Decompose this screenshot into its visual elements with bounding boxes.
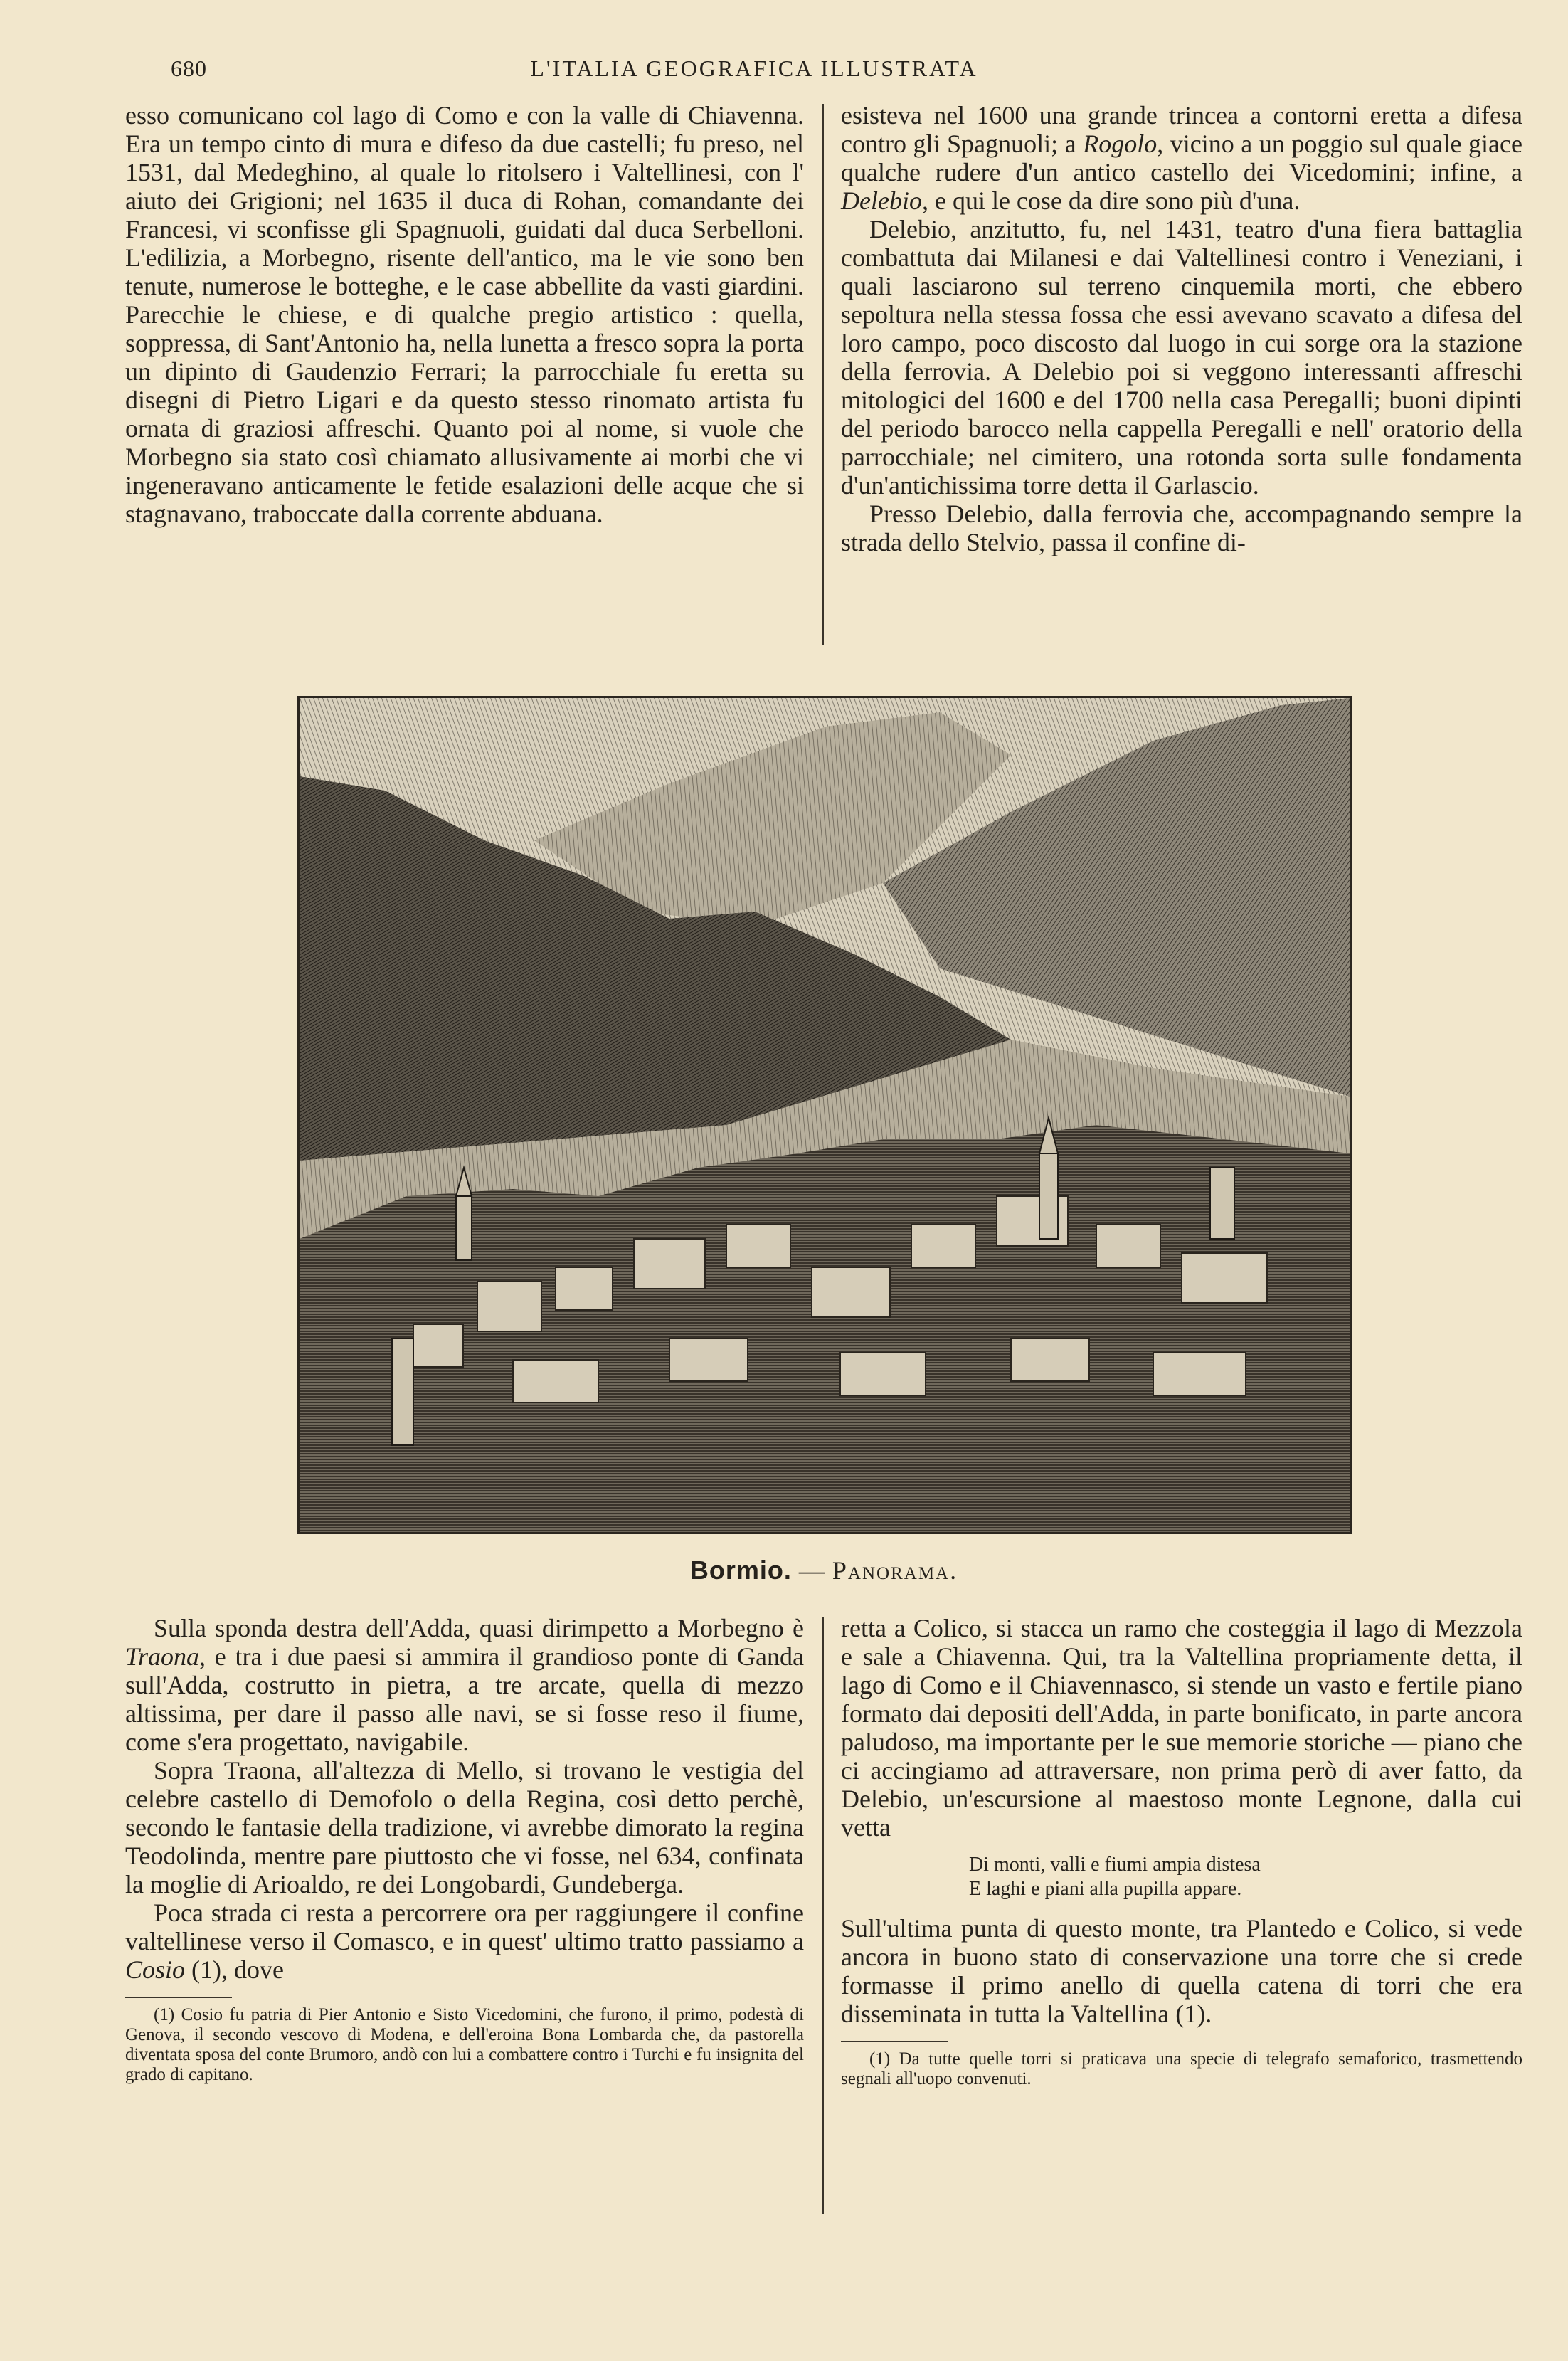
illustration-caption (125, 1555, 1522, 1585)
paragraph: esso comunicano col lago di Como e con la valle di Chiavenna. Era un tempo cinto di mura e difeso da due castelli; fu preso, nel 1531, dal Medeghino, al quale lo ritolsero i Valtellinesi, con l' aiuto dei Grigioni; nel 1635 il duca di Rohan, comandante dei Francesi, vi sconfisse gli Spagnuoli, guidati dal duca Serbelloni. L'edilizia, a Morbegno, risente dell'antico, ma le vie sono ben tenute, numerose le botteghe, e le case abbellite da vasti giardini. Parecchie le chiese, e di qualche pregio artistico : quella, soppressa, di Sant'Antonio ha, nella lunetta a fresco sopra la porta un dipinto di Gaudenzio Ferrari; la parrocchiale fu eretta su disegni di Pietro Ligari e da questo stesso rinomato artista fu ornata di graziosi affreschi. Quanto poi al nome, si vuole che Morbegno sia stato così chiamato allusivamente ai morbi che vi ingeneravano anticamente le fetide esalazioni delle acque che si stagnavano, traboccate dalla corrente abduana. (125, 101, 804, 528)
paragraph (841, 101, 1522, 215)
footnote-rule (125, 1997, 232, 1998)
paragraph (125, 1898, 804, 1984)
text-run: , vicino a un poggio sul quale giace qualche rudere d'un antico castello dei Vicedomini; infine, a (841, 130, 1522, 186)
footnote: (1) Da tutte quelle torri si praticava una specie di telegrafo semaforico, trasmettendo segnali all'uopo convenuti. (841, 2049, 1522, 2088)
paragraph: Presso Delebio, dalla ferrovia che, accompagnando sempre la strada dello Stelvio, passa il confine di- (841, 500, 1522, 556)
bottom-left-column (125, 1614, 804, 2085)
top-right-column (841, 101, 1522, 556)
caption-subtitle: Panorama. (832, 1556, 958, 1585)
paragraph: Sopra Traona, all'altezza di Mello, si trovano le vestigia del celebre castello di Demofolo o della Regina, così detto perchè, secondo le fantasie della tradizione, vi avrebbe dimorato la regina Teodolinda, mentre pare piuttosto che vi fosse, nel 634, confinata la moglie di Arioaldo, re dei Longobardi, Gundeberga. (125, 1756, 804, 1898)
place-name: Rogolo (1083, 130, 1158, 158)
column-divider (822, 1617, 824, 2214)
verse-quote (969, 1853, 1522, 1901)
column-divider (822, 104, 824, 645)
verse-line: Di monti, valli e fiumi ampia distesa (969, 1854, 1261, 1876)
text-run: , e qui le cose da dire sono più d'una. (921, 186, 1301, 215)
running-title: L'ITALIA GEOGRAFICA ILLUSTRATA (530, 56, 978, 81)
place-name: Delebio (841, 186, 922, 215)
page-number: 680 (171, 56, 207, 81)
text-run: esisteva nel 1600 una grande trincea a contorni eretta a difesa contro gli Spagnuoli; a (841, 101, 1522, 158)
bormio-panorama-illustration (297, 696, 1352, 1534)
caption-separator: — (798, 1556, 825, 1585)
caption-place: Bormio. (689, 1555, 792, 1585)
top-left-column (125, 101, 804, 528)
place-name: Traona (125, 1642, 200, 1671)
text-run: , e tra i due paesi si ammira il grandioso ponte di Ganda sull'Adda, costrutto in pietra, a tre arcate, quella di mezzo altissima, per dare il passo alle navi, se si fosse reso il fiume, come s'era progettato, navigabile. (125, 1642, 804, 1756)
verse-line: E laghi e piani alla pupilla appare. (969, 1878, 1242, 1900)
text-run: Sulla sponda destra dell'Adda, quasi dirimpetto a Morbegno è (154, 1614, 804, 1642)
engraving-drawing (300, 698, 1350, 1532)
place-name: Cosio (125, 1955, 186, 1984)
paragraph: retta a Colico, si stacca un ramo che costeggia il lago di Mezzola e sale a Chiavenna. Qui, tra la Valtellina propriamente detta, il lago di Como e il Chiavennasco, si stende un vasto e fertile piano formato dai depositi dell'Adda, in parte bonificato, in parte ancora paludoso, ma importante per le sue memorie storiche — piano che ci accingiamo ad attraversare, non prima però di aver fatto, da Delebio, un'escursione al maestoso monte Legnone, dalla cui vetta (841, 1614, 1522, 1842)
text-run: Poca strada ci resta a percorrere ora per raggiungere il confine valtellinese verso il Comasco, e in quest' ultimo tratto passiamo a (125, 1898, 804, 1955)
page-header (142, 56, 1494, 88)
footnote-rule (841, 2041, 948, 2042)
bottom-right-column (841, 1614, 1522, 2089)
paragraph: Delebio, anzitutto, fu, nel 1431, teatro d'una fiera battaglia combattuta dai Milanesi e dai Valtellinesi contro i Veneziani, i quali lasciarono sul terreno cinquemila morti, che ebbero sepoltura nella stessa fossa che essi avevano scavato a difesa del loro campo, poco discosto dal luogo in cui sorge ora la stazione della ferrovia. A Delebio poi si veggono interessanti affreschi mitologici del 1600 e del 1700 nella casa Peregalli; buoni dipinti del periodo barocco nella cappella Peregalli e nell' oratorio della parrocchiale; nel cimitero, una rotonda sorta sulle fondamenta d'un'antichissima torre detta il Garlascio. (841, 215, 1522, 500)
footnote: (1) Cosio fu patria di Pier Antonio e Sisto Vicedomini, che furono, il primo, podestà di Genova, il secondo vescovo di Modena, e dell'eroina Bona Lombarda che, da pastorella diventata sposa del conte Brumoro, andò con lui a combattere contro i Turchi e fu insignita del grado di capitano. (125, 2005, 804, 2084)
paragraph: Sull'ultima punta di questo monte, tra Plantedo e Colico, si vede ancora in buono stato di conservazione una torre che si crede formasse il primo anello di quella catena di torri che era disseminata in tutta la Valtellina (1). (841, 1914, 1522, 2028)
text-run: (1), dove (185, 1955, 284, 1984)
paragraph (125, 1614, 804, 1756)
